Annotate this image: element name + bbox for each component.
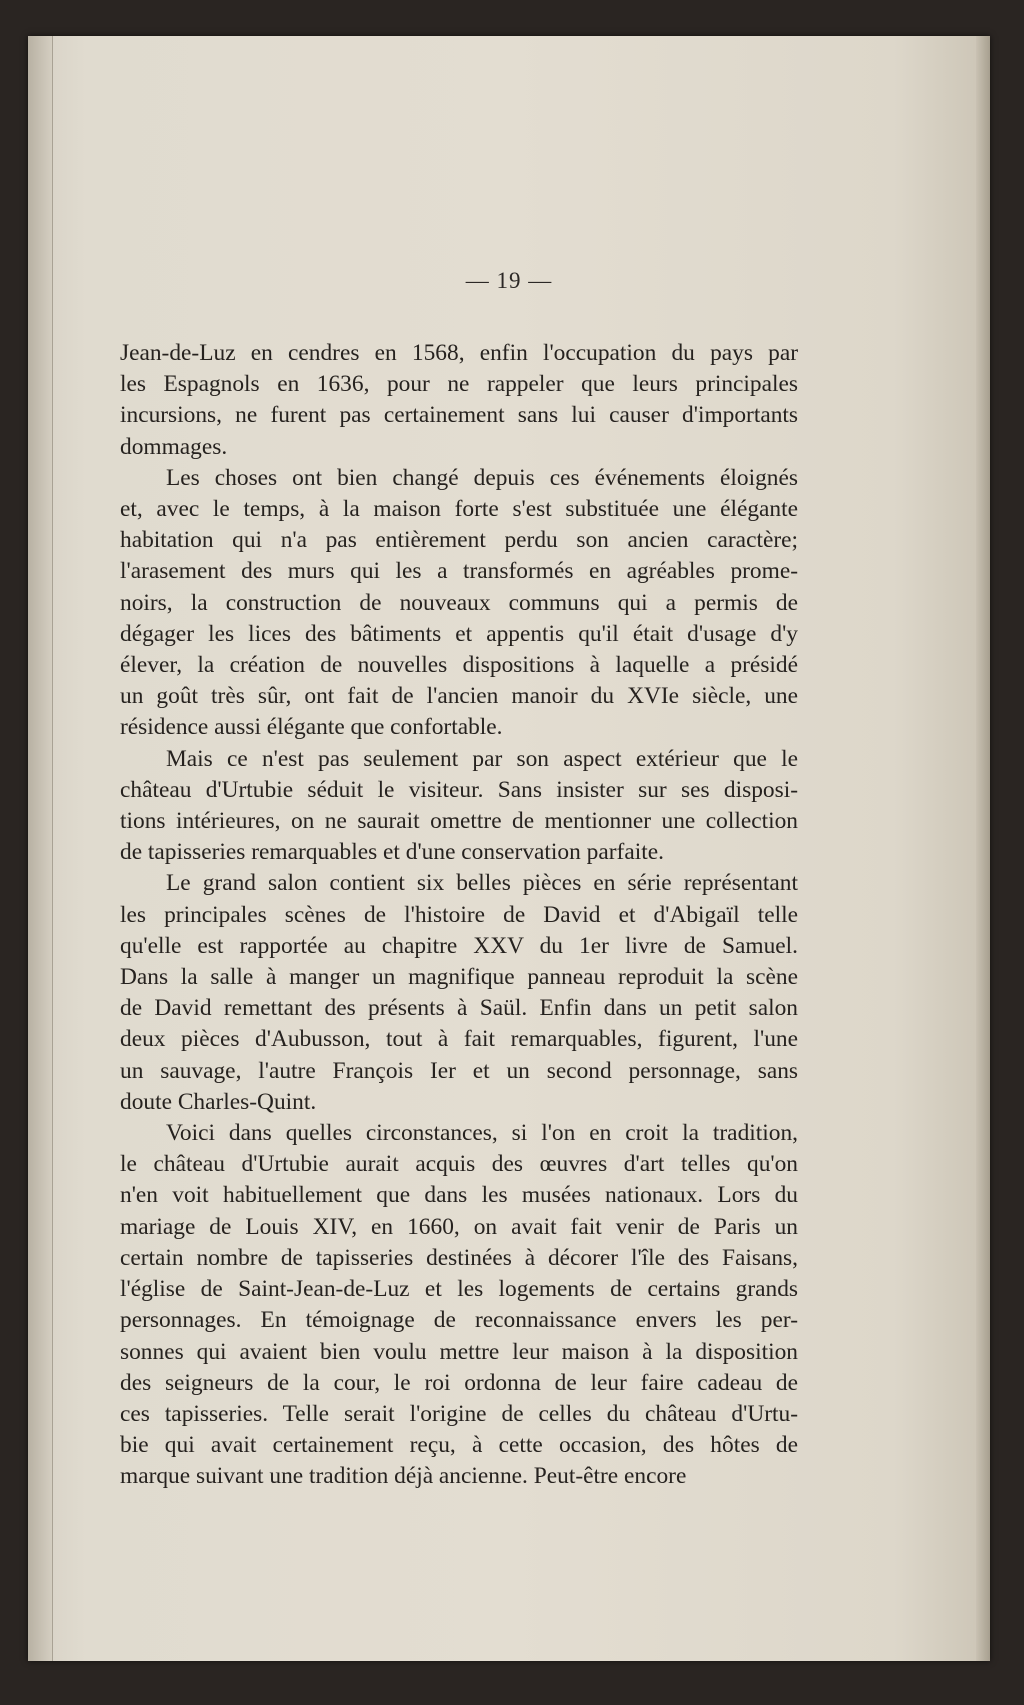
paragraph	[120, 463, 798, 744]
body-text	[120, 338, 798, 1493]
text-line: des seigneurs de la cour, le roi ordonna de leur faire cadeau de	[120, 1369, 798, 1396]
text-line: sonnes qui avaient bien voulu mettre leur maison à la disposition	[120, 1338, 798, 1365]
text-line: château d'Urtubie séduit le visiteur. Sans insister sur ses disposi-	[120, 776, 798, 803]
text-line: tions intérieures, on ne saurait omettre de mentionner une collection	[120, 808, 798, 835]
text-line: résidence aussi élégante que confortable.	[120, 714, 503, 741]
text-line: un goût très sûr, ont fait de l'ancien manoir du XVIe siècle, une	[120, 683, 798, 710]
text-line: marque suivant une tradition déjà ancienne. Peut-être encore	[120, 1463, 687, 1490]
text-line: le château d'Urtubie aurait acquis des œuvres d'art telles qu'on	[120, 1151, 798, 1178]
text-line: les principales scènes de l'histoire de David et d'Abigaïl telle	[120, 901, 798, 928]
text-line: n'en voit habituellement que dans les musées nationaux. Lors du	[120, 1182, 798, 1209]
text-line: élever, la création de nouvelles dispositions à laquelle a présidé	[120, 652, 798, 679]
text-line: Voici dans quelles circonstances, si l'on en croit la tradition,	[166, 1120, 798, 1147]
text-line: Le grand salon contient six belles pièces en série représentant	[166, 870, 798, 897]
text-line: bie qui avait certainement reçu, à cette occasion, des hôtes de	[120, 1432, 798, 1459]
text-line: dégager les lices des bâtiments et appentis qu'il était d'usage d'y	[120, 620, 798, 647]
paragraph	[120, 1118, 798, 1492]
text-line: et, avec le temps, à la maison forte s'est substituée une élégante	[120, 496, 798, 523]
text-line: les Espagnols en 1636, pour ne rappeler que leurs principales	[120, 371, 798, 398]
paragraph	[120, 338, 798, 463]
text-line: un sauvage, l'autre François Ier et un second personnage, sans	[120, 1057, 798, 1084]
text-line: Les choses ont bien changé depuis ces événements éloignés	[166, 464, 798, 491]
text-line: Mais ce n'est pas seulement par son aspect extérieur que le	[166, 745, 798, 772]
text-line: noirs, la construction de nouveaux communs qui a permis de	[120, 589, 798, 616]
text-line: doute Charles-Quint.	[120, 1088, 317, 1115]
text-line: de tapisseries remarquables et d'une conservation parfaite.	[120, 839, 664, 866]
text-line: l'arasement des murs qui les a transformés en agréables prome-	[120, 558, 798, 585]
page-number: — 19 —	[465, 268, 553, 293]
text-line: mariage de Louis XIV, en 1660, on avait fait venir de Paris un	[120, 1213, 798, 1240]
text-line: certain nombre de tapisseries destinées à décorer l'île des Faisans,	[120, 1244, 798, 1271]
text-line: de David remettant des présents à Saül. Enfin dans un petit salon	[120, 995, 798, 1022]
book-page	[28, 36, 990, 1661]
text-line: habitation qui n'a pas entièrement perdu son ancien caractère;	[120, 527, 798, 554]
text-line: Dans la salle à manger un magnifique panneau reproduit la scène	[120, 964, 798, 991]
text-line: personnages. En témoignage de reconnaissance envers les per-	[120, 1307, 798, 1334]
text-line: deux pièces d'Aubusson, tout à fait remarquables, figurent, l'une	[120, 1026, 798, 1053]
paragraph	[120, 868, 798, 1118]
text-line: ces tapisseries. Telle serait l'origine de celles du château d'Urtu-	[120, 1400, 798, 1427]
text-line: incursions, ne furent pas certainement sans lui causer d'importants	[120, 402, 798, 429]
text-line: dommages.	[120, 433, 228, 460]
text-line: l'église de Saint-Jean-de-Luz et les logements de certains grands	[120, 1276, 798, 1303]
paragraph	[120, 744, 798, 869]
text-line: Jean-de-Luz en cendres en 1568, enfin l'occupation du pays par	[120, 340, 798, 366]
text-line: qu'elle est rapportée au chapitre XXV du 1er livre de Samuel.	[120, 932, 798, 959]
